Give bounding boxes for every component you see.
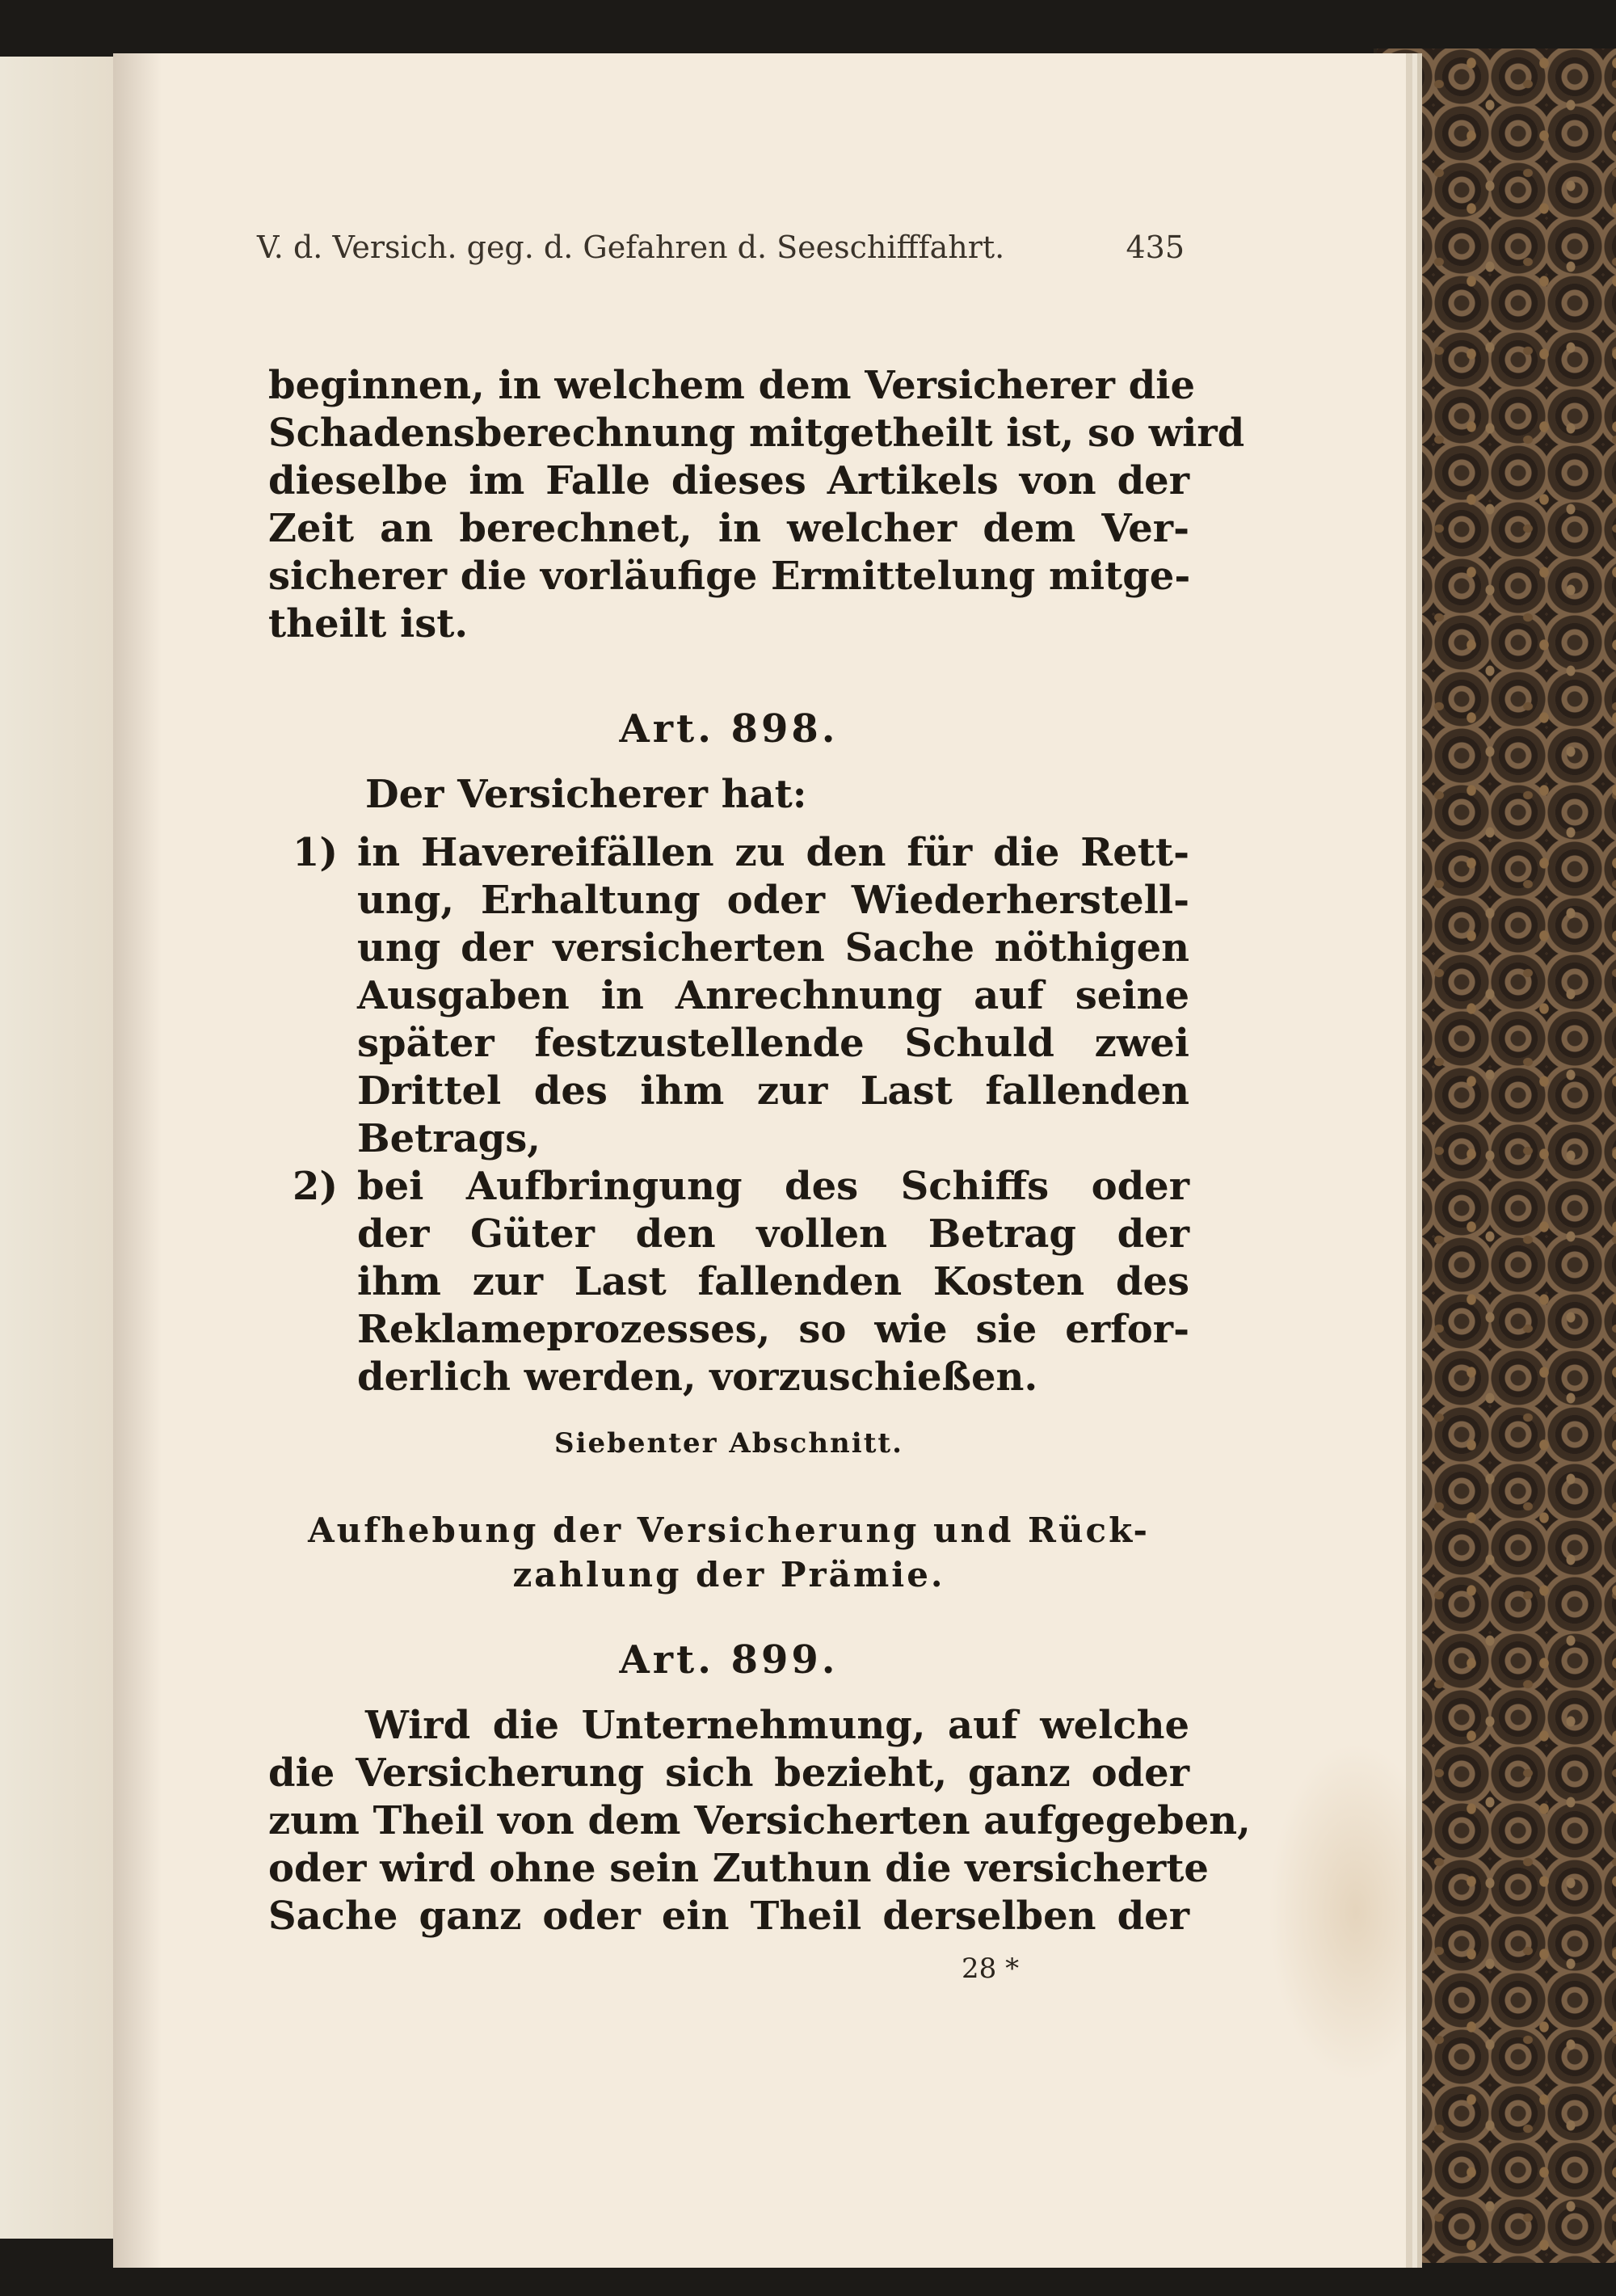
list-item-number: 1) xyxy=(292,830,339,875)
signature-mark: 28 * xyxy=(962,1953,1020,1985)
running-title: V. d. Versich. geg. d. Gefahren d. Seeschifffahrt. xyxy=(257,230,1005,265)
text-line: Reklameprozesses, so wie sie erfor- xyxy=(357,1307,1189,1352)
paragraph-continuation xyxy=(268,362,1245,648)
text-line: Wird die Unternehmung, auf welche xyxy=(365,1703,1189,1748)
text-line: sicherer die vorläufige Ermittelung mitge- xyxy=(268,554,1191,599)
text-line: Ausgaben in Anrechnung auf seine xyxy=(357,973,1189,1018)
text-line: der Güter den vollen Betrag der xyxy=(357,1211,1189,1257)
text-line: Betrags, xyxy=(357,1116,541,1161)
section-title xyxy=(268,1508,1189,1597)
text-line: Schadensberechnung mitgetheilt ist, so wird xyxy=(268,411,1245,456)
text-line: ung, Erhaltung oder Wiederherstell- xyxy=(357,878,1189,923)
text-line: Drittel des ihm zur Last fallenden xyxy=(357,1068,1189,1114)
facing-page-edge xyxy=(0,57,113,2239)
running-header xyxy=(257,230,1185,265)
text-line: derlich werden, vorzuschießen. xyxy=(357,1354,1038,1400)
text-line: theilt ist. xyxy=(268,601,469,647)
text-line: bei Aufbringung des Schiffs oder xyxy=(357,1164,1189,1209)
article-heading-898: Art. 898. xyxy=(619,706,839,752)
article-heading-899: Art. 899. xyxy=(619,1637,839,1683)
article-898-intro: Der Versicherer hat: xyxy=(365,772,807,817)
section-label: Siebenter Abschnitt. xyxy=(554,1427,903,1460)
text-line: dieselbe im Falle dieses Artikels von der xyxy=(268,458,1189,503)
text-line: in Havereifällen zu den für die Rett- xyxy=(357,830,1189,875)
text-line: die Versicherung sich bezieht, ganz oder xyxy=(268,1750,1189,1796)
paper-stain xyxy=(1269,1742,1414,2082)
text-line: ihm zur Last fallenden Kosten des xyxy=(357,1259,1189,1304)
section-title-line: zahlung der Prämie. xyxy=(512,1555,945,1595)
section-title-line: Aufhebung der Versicherung und Rück- xyxy=(308,1510,1150,1550)
text-line: später festzustellende Schuld zwei xyxy=(357,1021,1189,1066)
list-item-number: 2) xyxy=(292,1164,339,1209)
article-899-text xyxy=(268,1702,1251,1940)
text-line: beginnen, in welchem dem Versicherer die xyxy=(268,363,1196,408)
page-number: 435 xyxy=(1126,230,1185,265)
text-line: zum Theil von dem Versicherten aufgegeben, xyxy=(268,1798,1251,1843)
page-gutter xyxy=(113,53,162,2268)
text-line: oder wird ohne sein Zuthun die versicherte xyxy=(268,1846,1209,1891)
text-line: Zeit an berechnet, in welcher dem Ver- xyxy=(268,506,1189,551)
book-page xyxy=(113,53,1406,2268)
text-line: ung der versicherten Sache nöthigen xyxy=(357,925,1189,971)
text-line: Sache ganz oder ein Theil derselben der xyxy=(268,1894,1189,1939)
